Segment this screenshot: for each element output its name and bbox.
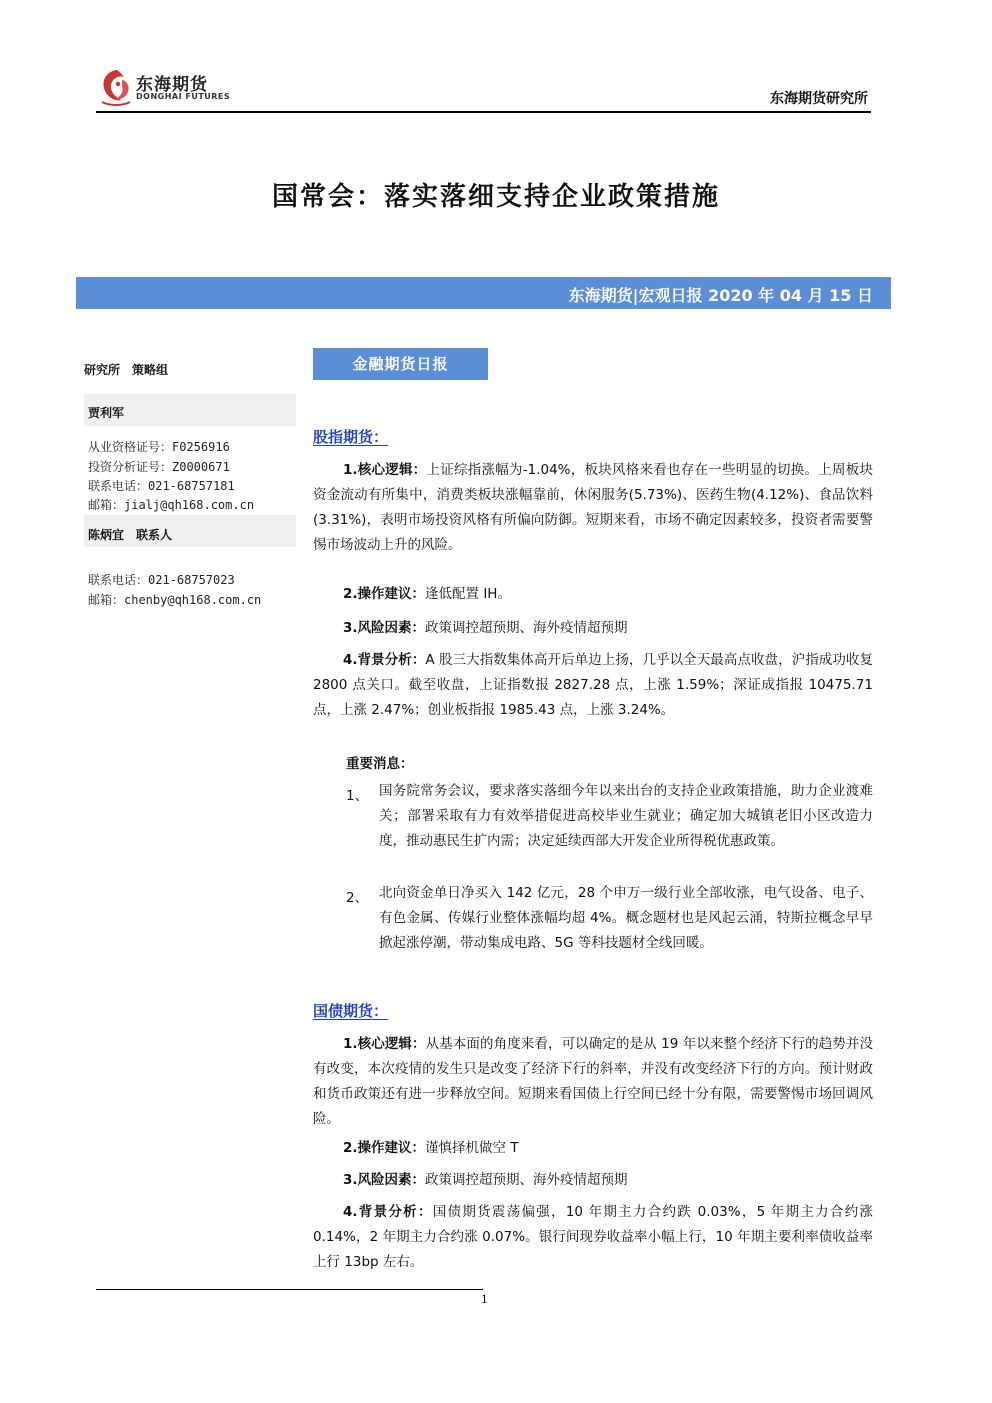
contact-name: 陈炳宜 联系人 (88, 528, 173, 542)
stock-background-label: 4.背景分析： (343, 652, 426, 668)
stock-futures-heading: 股指期货： (313, 428, 389, 446)
bond-risk-label: 3.风险因素： (343, 1172, 426, 1188)
bond-core-logic-label: 1.核心逻辑： (343, 1036, 426, 1052)
header-divider (96, 111, 871, 113)
company-logo (96, 66, 236, 108)
bond-core-logic (313, 1032, 873, 1132)
bond-suggestion (313, 1136, 873, 1161)
bond-core-logic-text: 从基本面的角度来看，可以确定的是从 19 年以来整个经济下行的趋势并没有改变，本次疫情的发生只是改变了经济下行的斜率，并没有改变经济下行的方向。预计财政和货币政策还有进一步释放空间。短期来看国债上行空间已经十分有限，需要警惕市场回调风险。 (313, 1036, 873, 1127)
bond-suggestion-label: 2.操作建议： (343, 1140, 426, 1156)
report-type-badge: 金融期货日报 (313, 348, 488, 380)
dragon-logo-icon (96, 66, 136, 108)
bond-background (313, 1200, 873, 1275)
report-title: 国常会：落实落细支持企业政策措施 (271, 182, 720, 212)
logo-english-name: DONGHAI FUTURES (136, 92, 231, 101)
page-number: 1 (481, 1293, 488, 1306)
analyst-info-line: 从业资格证号：F0256916 (88, 440, 230, 454)
stock-core-logic-text: 上证综指涨幅为-1.04%，板块风格来看也存在一些明显的切换。上周板块资金流动有所集中，消费类板块涨幅靠前，休闲服务(5.73%)、医药生物(4.12%)、食品饮料(3.31%)，表明市场投资风格有所偏向防御。短期来看，市场不确定因素较多，投资者需要警惕市场波动上升的风险。 (313, 462, 873, 553)
news-item: 北向资金单日净买入 142 亿元，28 个申万一级行业全部收涨，电气设备、电子、有色金属、传媒行业整体涨幅均超 4%。概念题材也是风起云涌，特斯拉概念早早掀起涨停潮，带动集成电路、5G 等科技题材全线回暖。 (379, 885, 873, 951)
stock-core-logic-label: 1.核心逻辑： (343, 462, 427, 478)
stock-suggestion (313, 582, 873, 607)
contact-email: 邮箱：chenby@qh168.com.cn (88, 593, 262, 607)
department-label: 研究所 策略组 (84, 363, 169, 377)
stock-core-logic (313, 458, 873, 558)
stock-risk (313, 616, 873, 641)
analyst-name: 贾利军 (88, 406, 125, 420)
stock-risk-label: 3.风险因素： (343, 620, 426, 636)
news-number: 2、 (346, 890, 369, 906)
bond-background-text: 国债期货震荡偏强，10 年期主力合约跌 0.03%，5 年期主力合约涨 0.14%，2 年期主力合约涨 0.07%。银行间现券收益率小幅上行，10 年期主要利率债收益率上行 13bp 左右。 (313, 1204, 873, 1270)
banner-text: 东海期货|宏观日报 2020 年 04 月 15 日 (568, 286, 873, 305)
stock-risk-text: 政策调控超预期、海外疫情超预期 (425, 620, 628, 636)
news-number: 1、 (346, 788, 369, 804)
footer-divider (96, 1289, 483, 1290)
stock-suggestion-label: 2.操作建议： (343, 586, 426, 602)
analyst-email: 邮箱：jialj@qh168.com.cn (88, 498, 255, 512)
stock-suggestion-text: 逢低配置 IH。 (425, 586, 511, 602)
bond-suggestion-text: 谨慎择机做空 T (425, 1140, 519, 1156)
bond-risk-text: 政策调控超预期、海外疫情超预期 (425, 1172, 628, 1188)
news-heading: 重要消息： (346, 756, 414, 772)
analyst-info-line: 联系电话：021-68757181 (88, 479, 235, 493)
bond-background-label: 4.背景分析： (343, 1204, 433, 1220)
analyst-info-line: 投资分析证号：Z0000671 (88, 460, 230, 474)
institute-name: 东海期货研究所 (770, 91, 868, 107)
bond-risk (313, 1168, 873, 1193)
logo-chinese-name: 东海期货 (136, 75, 208, 95)
contact-info-line: 联系电话：021-68757023 (88, 573, 235, 587)
stock-background-text: A 股三大指数集体高开后单边上扬，几乎以全天最高点收盘，沪指成功收复 2800 点关口。截至收盘，上证指数报 2827.28 点，上涨 1.59%；深证成指报 10475.71 点，上涨 2.47%；创业板指报 1985.43 点，上涨 3.24%。 (313, 652, 873, 718)
stock-background (313, 648, 873, 723)
bond-futures-heading: 国债期货： (313, 1002, 389, 1020)
report-banner (76, 277, 891, 309)
news-item: 国务院常务会议，要求落实落细今年以来出台的支持企业政策措施，助力企业渡难关；部署采取有力有效举措促进高校毕业生就业；确定加大城镇老旧小区改造力度，推动惠民生扩内需；决定延续西部大开发企业所得税优惠政策。 (379, 783, 873, 849)
